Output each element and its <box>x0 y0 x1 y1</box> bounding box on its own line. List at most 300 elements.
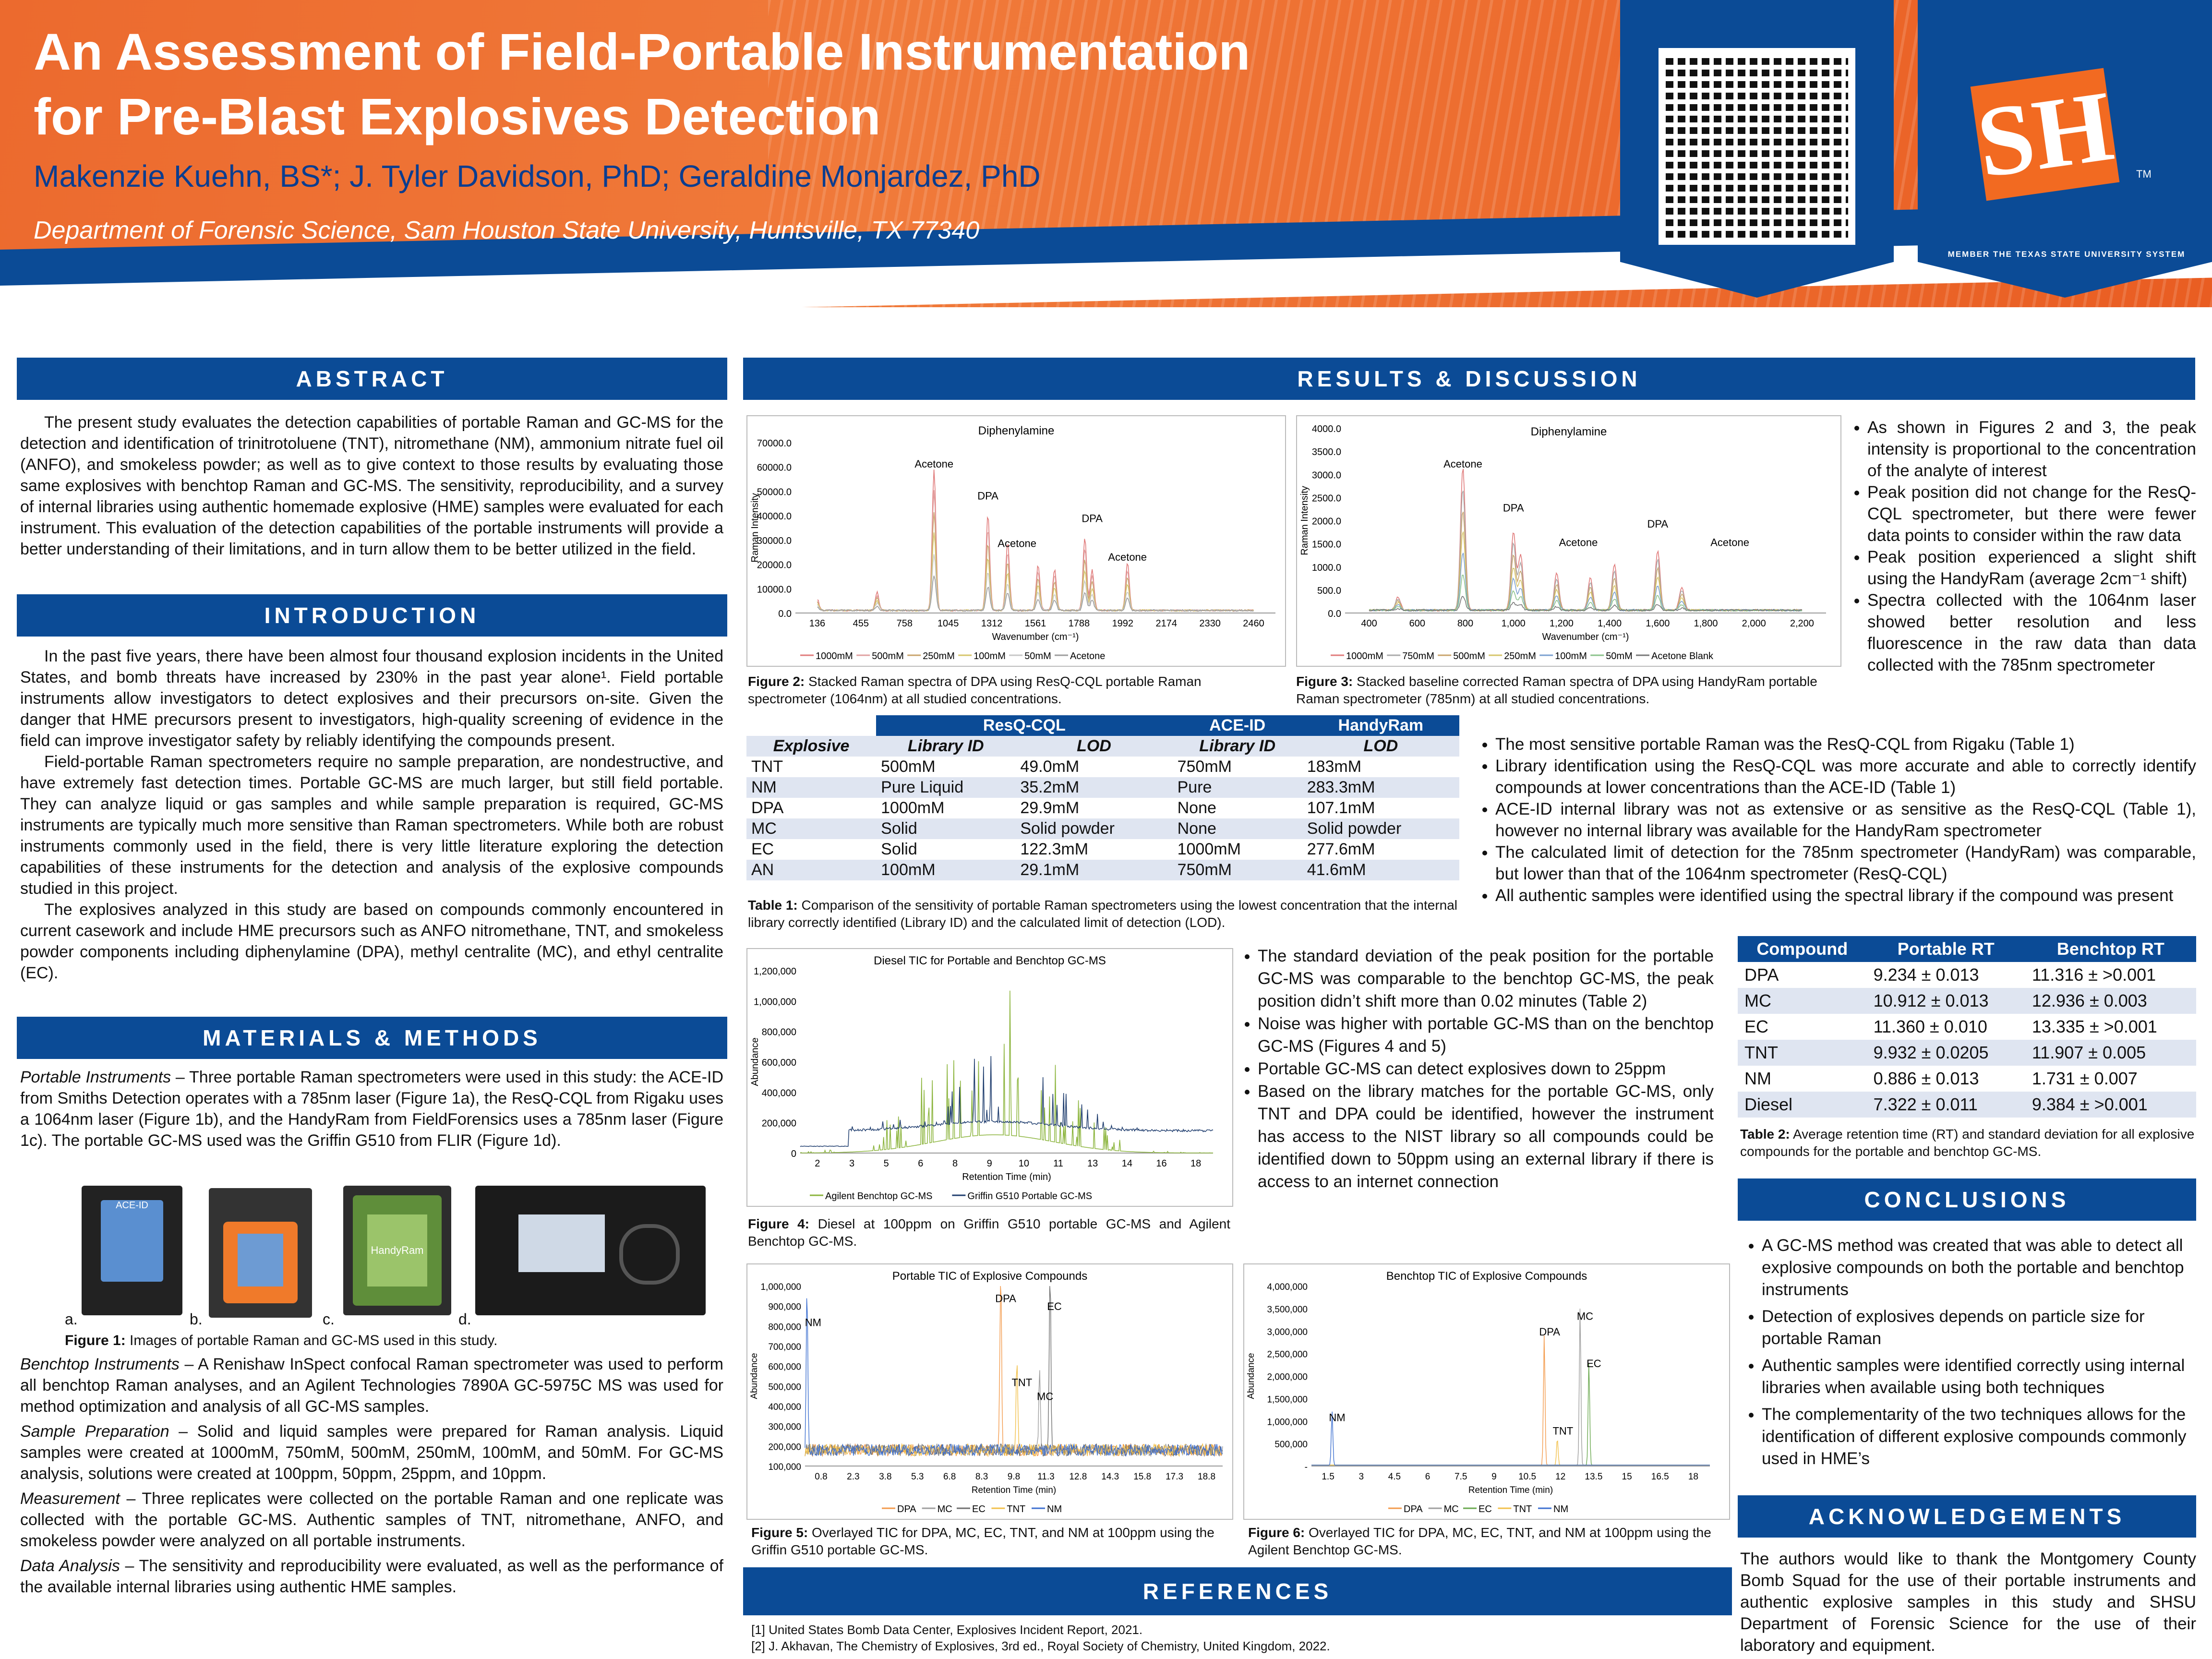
x-tick-label: 6.8 <box>943 1472 956 1482</box>
references-list <box>751 1622 1731 1654</box>
x-tick-label: 16.5 <box>1651 1472 1669 1482</box>
y-tick-label: 400,000 <box>761 1088 796 1099</box>
photo-handyram <box>343 1186 451 1315</box>
y-tick-label: 3000.0 <box>1311 470 1341 481</box>
tic-line <box>805 1286 1223 1456</box>
table-cell: 1000mM <box>881 799 945 817</box>
y-tick-label: 700,000 <box>768 1342 801 1352</box>
table-cell: TNT <box>751 757 783 776</box>
x-tick-label: 3.8 <box>879 1472 892 1482</box>
y-tick-label: 0 <box>791 1149 796 1159</box>
peak-annotation: TNT <box>1552 1425 1574 1437</box>
table-cell: 11.907 ± 0.005 <box>2025 1040 2196 1066</box>
figure3-chart <box>1296 415 1841 667</box>
y-tick-label: 500.0 <box>1317 585 1341 596</box>
data-label: Data Analysis <box>20 1557 120 1575</box>
gc-bullet-2: • Noise was higher with portable GC-MS than on the benchtop GC-MS (Figures 4 and 5) <box>1258 1012 1714 1058</box>
x-axis-label: Retention Time (min) <box>1468 1485 1553 1495</box>
table-cell: DPA <box>1744 965 1779 985</box>
table-cell: 100mM <box>876 860 1015 880</box>
legend-label: MC <box>1443 1504 1459 1515</box>
result-bullet-2: • Peak position did not change for the ResQ-CQL spectrometer, but there were fewer data points to consider within the raw data <box>1867 481 2196 546</box>
legend-label: TNT <box>1007 1504 1026 1515</box>
methods-rest <box>20 1354 723 1598</box>
x-tick-label: 1.5 <box>1322 1472 1334 1482</box>
x-tick-label: 2 <box>815 1158 820 1169</box>
table-cell: MC <box>746 818 876 839</box>
y-tick-label: 1,000,000 <box>760 1282 801 1292</box>
title-line-1: An Assessment of Field-Portable Instrumentation <box>34 23 1250 81</box>
legend-label: 250mM <box>1504 651 1536 661</box>
table-cell: Solid <box>876 818 1015 839</box>
spectrum-line <box>1369 553 1802 611</box>
legend-label: TNT <box>1513 1504 1532 1515</box>
y-tick-label: 1500.0 <box>1311 539 1341 550</box>
peak-annotation: Acetone <box>1710 536 1749 549</box>
y-tick-label: 1000.0 <box>1311 562 1341 573</box>
y-tick-label: 4,000,000 <box>1267 1282 1308 1292</box>
y-axis-label: Abundance <box>1246 1353 1256 1399</box>
table-cell: 41.6mM <box>1302 860 1459 880</box>
photo-resq-cql <box>209 1188 312 1318</box>
x-tick-label: 1,600 <box>1646 618 1670 629</box>
table1-caption: Table 1: Comparison of the sensitivity of portable Raman spectrometers using the lowest concentration that the internal library correctly identified (Library ID) and the calculated limit of detection (LOD). <box>748 898 1458 930</box>
figure6-chart <box>1243 1263 1730 1520</box>
gc-bullet-1: • The standard deviation of the peak position for the portable GC-MS was comparable to the benchtop GC-MS, the peak position didn’t shift more than 0.02 minutes (Table 2) <box>1258 945 1714 1012</box>
y-axis-label: Abundance <box>750 1037 760 1086</box>
portable-text: – Three portable Raman spectrometers were used in this study: the ACE-ID from Smiths Detection operates with a 785nm laser (Figure 1a), the ResQ-CQL from Rigaku uses a 1064nm laser (Figure 1b), and the HandyRam from FieldForensics uses a 785nm laser (Figure 1c). The portable GC-MS used was the Griffin G510 from FLIR (Figure 1d). <box>20 1068 723 1150</box>
results-bullets-gc <box>1234 945 1714 1193</box>
x-tick-label: 8.3 <box>975 1472 988 1482</box>
x-tick-label: 758 <box>896 618 913 629</box>
table-cell: Solid powder <box>1302 818 1459 839</box>
data-text: – The sensitivity and reproducibility were evaluated, as well as the performance of the available internal libraries using authentic HME samples. <box>20 1557 723 1596</box>
table-cell: 122.3mM <box>1020 840 1089 858</box>
x-tick-label: 6 <box>1425 1472 1431 1482</box>
x-tick-label: 600 <box>1409 618 1425 629</box>
references-heading: REFERENCES <box>743 1567 1732 1615</box>
figure5-svg <box>747 1264 1232 1519</box>
table2 <box>1738 936 2196 1118</box>
table1 <box>746 715 1459 880</box>
t1-group-handy: HandyRam <box>1302 715 1459 736</box>
result-bullet-1: • As shown in Figures 2 and 3, the peak intensity is proportional to the concentration of the analyte of interest <box>1867 417 2196 481</box>
legend-label: 750mM <box>1402 651 1434 661</box>
y-tick-label: 800,000 <box>761 1027 796 1038</box>
t2-body <box>1738 962 2196 1118</box>
table-row <box>746 798 1459 818</box>
conclusions-heading: CONCLUSIONS <box>1738 1178 2196 1221</box>
qr-code-icon <box>1666 55 1848 238</box>
mid-bullet-3: • ACE-ID internal library was not as extensive or as sensitive as the ResQ-CQL (Table 1), however no internal library was available for the HandyRam spectrometer <box>1495 798 2196 842</box>
figure4-caption: Figure 4: Diesel at 100ppm on Griffin G510 portable GC-MS and Agilent Benchtop GC-MS. <box>748 1216 1230 1249</box>
peak-annotation: Acetone <box>998 537 1037 550</box>
y-tick-label: 3,500,000 <box>1267 1304 1308 1315</box>
legend-label: 250mM <box>923 651 955 661</box>
peak-annotation: MC <box>1576 1310 1594 1322</box>
results-heading: RESULTS & DISCUSSION <box>743 358 2195 400</box>
table-cell: 35.2mM <box>1015 777 1172 798</box>
x-tick-label: 2,000 <box>1742 618 1766 629</box>
chart-title: Benchtop TIC of Explosive Compounds <box>1386 1270 1587 1283</box>
tic-line <box>805 1286 1223 1456</box>
photo-label-a: a. <box>65 1310 78 1328</box>
introduction-text <box>20 646 723 984</box>
conclusions-list <box>1740 1235 2196 1470</box>
reference-2: [2] J. Akhavan, The Chemistry of Explosives, 3rd ed., Royal Society of Chemistry, United Kingdom, 2022. <box>751 1639 1330 1653</box>
x-tick-label: 12.8 <box>1069 1472 1087 1482</box>
table-cell: 0.886 ± 0.013 <box>1873 1069 1979 1088</box>
y-tick-label: 600,000 <box>768 1362 801 1372</box>
peak-annotation: DPA <box>1647 517 1669 530</box>
intro-p2: Field-portable Raman spectrometers require no sample preparation, are nondestructive, and have extremely fast detection times. Portable GC-MS are much larger, but still field portable. They can analyze liquid or gas samples and while sample preparation is required, GC-MS instruments are typically much more sensitive than Raman spectrometers. While both are robust instruments commonly used in the field, there is very little literature exploring the detection capabilities of these instruments for the detection and analysis of the explosive compounds studied in this project. <box>20 753 723 898</box>
peak-annotation: DPA <box>1539 1326 1560 1338</box>
y-tick-label: 50000.0 <box>757 487 792 498</box>
legend-label: 1000mM <box>1346 651 1383 661</box>
methods-portable <box>20 1067 723 1151</box>
chart-title: Diesel TIC for Portable and Benchtop GC-MS <box>874 954 1106 967</box>
x-tick-label: 9 <box>986 1158 992 1169</box>
x-tick-label: 16 <box>1156 1158 1167 1169</box>
x-tick-label: 2,200 <box>1790 618 1814 629</box>
portable-label: Portable Instruments <box>20 1068 171 1086</box>
legend-label: Griffin G510 Portable GC-MS <box>967 1191 1093 1202</box>
abstract-text <box>20 412 723 560</box>
t2-header: Compound <box>1738 936 1867 962</box>
x-tick-label: 13 <box>1087 1158 1098 1169</box>
y-tick-label: 200,000 <box>761 1118 796 1129</box>
acknowledgements-text: The authors would like to thank the Montgomery County Bomb Squad for the use of their portable instruments and authentic explosive samples in this study and SHSU Department of Forensic Science for the use of their laboratory and equipment. <box>1740 1550 2196 1655</box>
t1-body <box>746 757 1459 880</box>
x-tick-label: 2174 <box>1155 618 1177 629</box>
t1-header: Library ID <box>876 736 1015 757</box>
photo-griffin-g510 <box>475 1186 706 1315</box>
introduction-heading: INTRODUCTION <box>17 594 727 637</box>
legend-label: 500mM <box>872 651 904 661</box>
table-cell: 29.1mM <box>1015 860 1172 880</box>
legend-label: NM <box>1047 1504 1062 1515</box>
y-tick-label: 1,200,000 <box>754 966 796 977</box>
methods-heading: MATERIALS & METHODS <box>17 1017 727 1059</box>
y-axis-label: Abundance <box>749 1353 759 1399</box>
x-tick-label: 5 <box>883 1158 889 1169</box>
abstract-heading: ABSTRACT <box>17 358 727 400</box>
handyram-screen: HandyRam <box>367 1214 427 1286</box>
table-cell: 500mM <box>881 757 936 776</box>
peak-annotation: EC <box>1047 1300 1062 1312</box>
figure5-caption: Figure 5: Overlayed TIC for DPA, MC, EC, TNT, and NM at 100ppm using the Griffin G510 portable GC-MS. <box>751 1525 1214 1557</box>
peak-annotation: TNT <box>1011 1376 1033 1389</box>
table-cell: NM <box>1744 1069 1771 1088</box>
y-tick-label: 3500.0 <box>1311 447 1341 458</box>
chart-title: Portable TIC of Explosive Compounds <box>892 1270 1088 1283</box>
x-tick-label: 12 <box>1555 1472 1566 1482</box>
x-tick-label: 17.3 <box>1166 1472 1184 1482</box>
y-tick-label: 100,000 <box>768 1462 801 1472</box>
chart-title: Diphenylamine <box>1530 425 1607 438</box>
legend-label: 1000mM <box>816 651 853 661</box>
table-cell: 750mM <box>1173 860 1302 880</box>
y-tick-label: 900,000 <box>768 1302 801 1312</box>
x-tick-label: 15 <box>1622 1472 1632 1482</box>
table-cell: EC <box>1744 1017 1769 1036</box>
x-tick-label: 14 <box>1121 1158 1132 1169</box>
table-cell: None <box>1173 818 1302 839</box>
x-axis-label: Wavenumber (cm⁻¹) <box>992 632 1079 642</box>
table-cell: MC <box>1738 988 1867 1014</box>
conclusion-3: • Authentic samples were identified correctly using internal libraries when available using both techniques <box>1762 1355 2196 1399</box>
legend-label: DPA <box>1404 1504 1423 1515</box>
tic-line <box>1311 1441 1710 1465</box>
table-cell: Solid powder <box>1015 818 1172 839</box>
peak-annotation: DPA <box>1082 512 1103 525</box>
table-row <box>1738 1066 2196 1092</box>
table-row <box>746 860 1459 880</box>
peak-annotation: Acetone <box>1559 536 1598 549</box>
chart-title: Diphenylamine <box>978 424 1055 437</box>
legend-label: Acetone <box>1070 651 1106 661</box>
y-tick-label: 40000.0 <box>757 511 792 522</box>
legend-label: 100mM <box>1555 651 1587 661</box>
y-tick-label: 2000.0 <box>1311 516 1341 527</box>
x-axis-label: Retention Time (min) <box>962 1172 1051 1182</box>
t1-header: Library ID <box>1173 736 1302 757</box>
t1-group-resq: ResQ-CQL <box>876 715 1172 736</box>
x-tick-label: 7.5 <box>1455 1472 1467 1482</box>
y-tick-label: 0.0 <box>778 609 792 619</box>
department: Department of Forensic Science, Sam Houston State University, Huntsville, TX 77340 <box>34 216 980 244</box>
table-cell: 277.6mM <box>1307 840 1375 858</box>
table-cell: 11.360 ± 0.010 <box>1873 1017 1987 1036</box>
conclusion-4: • The complementarity of the two techniques allows for the identification of different explosive compounds commonly used in HME’s <box>1762 1404 2196 1470</box>
y-tick-label: 60000.0 <box>757 462 792 473</box>
figure6-svg <box>1244 1264 1729 1519</box>
figure5-chart <box>746 1263 1233 1520</box>
table-row <box>1738 988 2196 1014</box>
x-tick-label: 1,200 <box>1549 618 1574 629</box>
table-row <box>746 818 1459 839</box>
photo-label-b: b. <box>190 1310 203 1328</box>
peak-annotation: DPA <box>995 1292 1016 1305</box>
x-tick-label: 15.8 <box>1133 1472 1152 1482</box>
table-row <box>1738 962 2196 988</box>
y-tick-label: 1,000,000 <box>754 997 796 1008</box>
table-row <box>746 777 1459 798</box>
y-axis-label: Raman Intensity <box>750 493 760 563</box>
table-cell: 29.9mM <box>1020 799 1080 817</box>
intro-p3: The explosives analyzed in this study are based on compounds commonly encountered in current casework and include HME precursors such as ANFO nitromethane, TNT, and smokeless powder components including diphenylamine (DPA), methyl centralite (MC), and ethyl centralite (EC). <box>20 901 723 982</box>
table-cell: NM <box>746 777 876 798</box>
x-tick-label: 136 <box>809 618 826 629</box>
mid-bullet-2: • Library identification using the ResQ-CQL was more accurate and able to correctly identify compounds at lower concentrations than the ACE-ID (Table 1) <box>1495 755 2196 798</box>
abstract-paragraph: The present study evaluates the detection capabilities of portable Raman and GC-MS for the detection and identification of trinitrotoluene (TNT), nitromethane (NM), ammonium nitrate fuel oil (ANFO), and smokeless powder; as well as to give context to those results by evaluating those same explosives with benchtop Raman and GC-MS. The sensitivity, reproducibility, and a survey of internal libraries using authentic homemade explosive (HME) samples were evaluated for each instrument. This evaluation of the detection capabilities of the portable instruments will provide a better understanding of their limitations, and in turn allow them to be better utilized in the field. <box>20 413 723 558</box>
conclusion-1: • A GC-MS method was created that was able to detect all explosive compounds on both the portable and benchtop instruments <box>1762 1235 2196 1301</box>
x-tick-label: 14.3 <box>1101 1472 1119 1482</box>
result-bullet-3: • Peak position experienced a slight shift using the HandyRam (average 2cm⁻¹ shift) <box>1867 546 2196 589</box>
x-tick-label: 2.3 <box>847 1472 860 1482</box>
table-cell: None <box>1177 799 1216 817</box>
y-tick-label: 2500.0 <box>1311 493 1341 504</box>
reference-1: [1] United States Bomb Data Center, Explosives Incident Report, 2021. <box>751 1623 1143 1637</box>
table2-caption: Table 2: Average retention time (RT) and standard deviation for all explosive compounds for the portable and benchtop GC-MS. <box>1740 1127 2195 1159</box>
conclusion-2: • Detection of explosives depends on particle size for portable Raman <box>1762 1306 2196 1350</box>
x-tick-label: 10.5 <box>1518 1472 1537 1482</box>
photo-ace-id <box>82 1186 182 1315</box>
figure2-svg <box>747 416 1285 666</box>
x-tick-label: 4.5 <box>1388 1472 1401 1482</box>
figure3-caption: Figure 3: Stacked baseline corrected Raman spectra of DPA using HandyRam portable Raman spectrometer (785nm) at all studied concentrations. <box>1296 674 1817 706</box>
y-tick-label: 0.0 <box>1328 609 1341 619</box>
table-cell: Pure <box>1173 777 1302 798</box>
figure4-chart <box>746 948 1233 1207</box>
t1-header: LOD <box>1302 736 1459 757</box>
y-tick-label: 1,000,000 <box>1267 1417 1308 1428</box>
table-cell: TNT <box>1738 1040 1867 1066</box>
ace-id-screen: ACE-ID <box>101 1200 163 1282</box>
photo-label-c: c. <box>323 1310 335 1328</box>
y-tick-label: 10000.0 <box>757 584 792 595</box>
x-tick-label: 1312 <box>981 618 1003 629</box>
x-axis-label: Retention Time (min) <box>971 1485 1057 1495</box>
table-cell: DPA <box>751 799 784 817</box>
legend-label: 50mM <box>1024 651 1051 661</box>
spectrum-line <box>1369 491 1802 611</box>
table-cell: 9.932 ± 0.0205 <box>1867 1040 2025 1066</box>
portable-line <box>800 1056 1213 1147</box>
acknowledgements-heading: ACKNOWLEDGEMENTS <box>1738 1495 2196 1538</box>
peak-annotation: DPA <box>1503 502 1524 514</box>
y-tick-label: 3,000,000 <box>1267 1327 1308 1337</box>
tic-line <box>1311 1412 1710 1465</box>
legend-label: EC <box>1479 1504 1492 1515</box>
y-tick-label: - <box>1304 1462 1308 1472</box>
table-cell: Diesel <box>1738 1092 1867 1118</box>
t1-header: LOD <box>1015 736 1172 757</box>
table-row <box>746 757 1459 777</box>
t2-header: Portable RT <box>1867 936 2025 962</box>
legend-label: 500mM <box>1453 651 1485 661</box>
spectrum-line <box>817 490 1254 611</box>
table-cell: 9.234 ± 0.013 <box>1873 965 1979 985</box>
member-text: MEMBER THE TEXAS STATE UNIVERSITY SYSTEM <box>1948 250 2186 259</box>
spectrum-line <box>1369 512 1802 611</box>
x-tick-label: 9 <box>1491 1472 1497 1482</box>
table-cell: 283.3mM <box>1302 777 1459 798</box>
x-tick-label: 400 <box>1361 618 1377 629</box>
meas-text: – Three replicates were collected on the portable Raman and one replicate was collected with the portable GC-MS. Authentic samples of TNT, nitromethane, ANFO, and smokeless powder were analyzed on all portable instruments. <box>20 1490 723 1550</box>
x-tick-label: 11.3 <box>1037 1472 1055 1482</box>
table-cell: 107.1mM <box>1307 799 1375 817</box>
t1-header: Explosive <box>746 736 876 757</box>
tic-line <box>1311 1364 1710 1465</box>
x-tick-label: 18.8 <box>1198 1472 1216 1482</box>
y-tick-label: 30000.0 <box>757 535 792 546</box>
tic-line <box>1311 1309 1710 1465</box>
table-cell: 12.936 ± 0.003 <box>2025 988 2196 1014</box>
table-cell: 13.335 ± >0.001 <box>2032 1017 2157 1036</box>
table-cell: AN <box>746 860 876 880</box>
results-bullets-top <box>1846 417 2196 676</box>
y-tick-label: 800,000 <box>768 1322 801 1333</box>
y-tick-label: 2,000,000 <box>1267 1372 1308 1382</box>
x-tick-label: 18 <box>1688 1472 1698 1482</box>
y-tick-label: 400,000 <box>768 1402 801 1412</box>
peak-annotation: Acetone <box>1443 457 1482 470</box>
x-tick-label: 1788 <box>1068 618 1090 629</box>
x-tick-label: 1992 <box>1112 618 1134 629</box>
legend-label: NM <box>1553 1504 1569 1515</box>
x-tick-label: 2330 <box>1199 618 1221 629</box>
table-cell: EC <box>751 840 774 858</box>
figure2-caption: Figure 2: Stacked Raman spectra of DPA using ResQ-CQL portable Raman spectrometer (1064nm) at all studied concentrations. <box>748 674 1202 706</box>
prep-label: Sample Preparation <box>20 1422 169 1441</box>
x-tick-label: 8 <box>952 1158 958 1169</box>
peak-annotation: NM <box>1329 1411 1346 1424</box>
y-tick-label: 20000.0 <box>757 560 792 571</box>
peak-annotation: Acetone <box>1108 551 1147 564</box>
y-tick-label: 600,000 <box>761 1058 796 1068</box>
mid-bullet-5: • All authentic samples were identified using the spectral library if the compound was present <box>1495 885 2196 906</box>
y-axis-label: Raman Intensity <box>1299 486 1310 555</box>
x-tick-label: 1045 <box>937 618 959 629</box>
legend-label: 100mM <box>974 651 1006 661</box>
t2-header: Benchtop RT <box>2025 936 2196 962</box>
figure6-caption: Figure 6: Overlayed TIC for DPA, MC, EC, TNT, and NM at 100ppm using the Agilent Benchtop GC-MS. <box>1248 1525 1711 1557</box>
y-tick-label: 1,500,000 <box>1267 1395 1308 1405</box>
legend-label: EC <box>972 1504 986 1515</box>
legend-label: Agilent Benchtop GC-MS <box>825 1191 933 1202</box>
title-line-2: for Pre-Blast Explosives Detection <box>34 87 881 145</box>
table-cell: Solid <box>881 840 917 858</box>
x-tick-label: 3 <box>849 1158 855 1169</box>
table-cell: 183mM <box>1307 757 1362 776</box>
y-tick-label: 4000.0 <box>1311 424 1341 434</box>
table-cell: 11.316 ± >0.001 <box>2032 965 2156 985</box>
y-tick-label: 500,000 <box>768 1382 801 1393</box>
figure4-svg <box>747 949 1232 1206</box>
meas-label: Measurement <box>20 1490 120 1508</box>
x-tick-label: 2460 <box>1243 618 1264 629</box>
y-tick-label: 2,500,000 <box>1267 1349 1308 1360</box>
peak-annotation: DPA <box>977 490 998 502</box>
mid-bullet-4: • The calculated limit of detection for the 785nm spectrometer (HandyRam) was comparable, but lower than that of the 1064nm spectrometer (ResQ-CQL) <box>1495 842 2196 885</box>
table-cell: 10.912 ± 0.013 <box>1867 988 2025 1014</box>
y-tick-label: 200,000 <box>768 1442 801 1453</box>
results-bullets-mid <box>1471 733 2196 906</box>
table-cell: 7.322 ± 0.011 <box>1867 1092 2025 1118</box>
table-cell: 49.0mM <box>1020 757 1080 776</box>
prep-text: – Solid and liquid samples were prepared for Raman analysis. Liquid samples were created at 1000mM, 750mM, 500mM, 250mM, 100mM, and 50mM. For GC-MS analysis, solutions were created at 100ppm, 50ppm, 25ppm, and 10ppm. <box>20 1422 723 1483</box>
x-axis-label: Wavenumber (cm⁻¹) <box>1542 632 1629 642</box>
figure2-chart <box>746 415 1286 667</box>
table-row <box>1738 1092 2196 1118</box>
mid-bullet-1: • The most sensitive portable Raman was the ResQ-CQL from Rigaku (Table 1) <box>1495 733 2196 755</box>
benchtop-text: – A Renishaw InSpect confocal Raman spectrometer was used to perform all benchtop Raman analyses, and an Agilent Technologies 7890A GC-5975C MS was used for method optimization and analysis of all GC-MS samples. <box>20 1355 723 1416</box>
x-tick-label: 1,000 <box>1501 618 1526 629</box>
figure1-caption: Figure 1: Images of portable Raman and GC-MS used in this study. <box>65 1333 498 1348</box>
table-cell: 1000mM <box>1177 840 1241 858</box>
table-row <box>1738 1014 2196 1040</box>
legend-label: DPA <box>897 1504 916 1515</box>
gc-bullet-4: • Based on the library matches for the portable GC-MS, only TNT and DPA could be identified, however the instrument has access to the NIST library so all compounds could be identified down to 50ppm using an external library if there is access to an internet connection <box>1258 1080 1714 1193</box>
tic-line <box>1311 1335 1710 1465</box>
x-tick-label: 1,800 <box>1694 618 1718 629</box>
figure3-svg <box>1297 416 1840 666</box>
peak-annotation: MC <box>1037 1390 1054 1403</box>
spectrum-line <box>817 554 1254 612</box>
authors: Makenzie Kuehn, BS*; J. Tyler Davidson, PhD; Geraldine Monjardez, PhD <box>34 159 1041 193</box>
y-tick-label: 70000.0 <box>757 438 792 449</box>
